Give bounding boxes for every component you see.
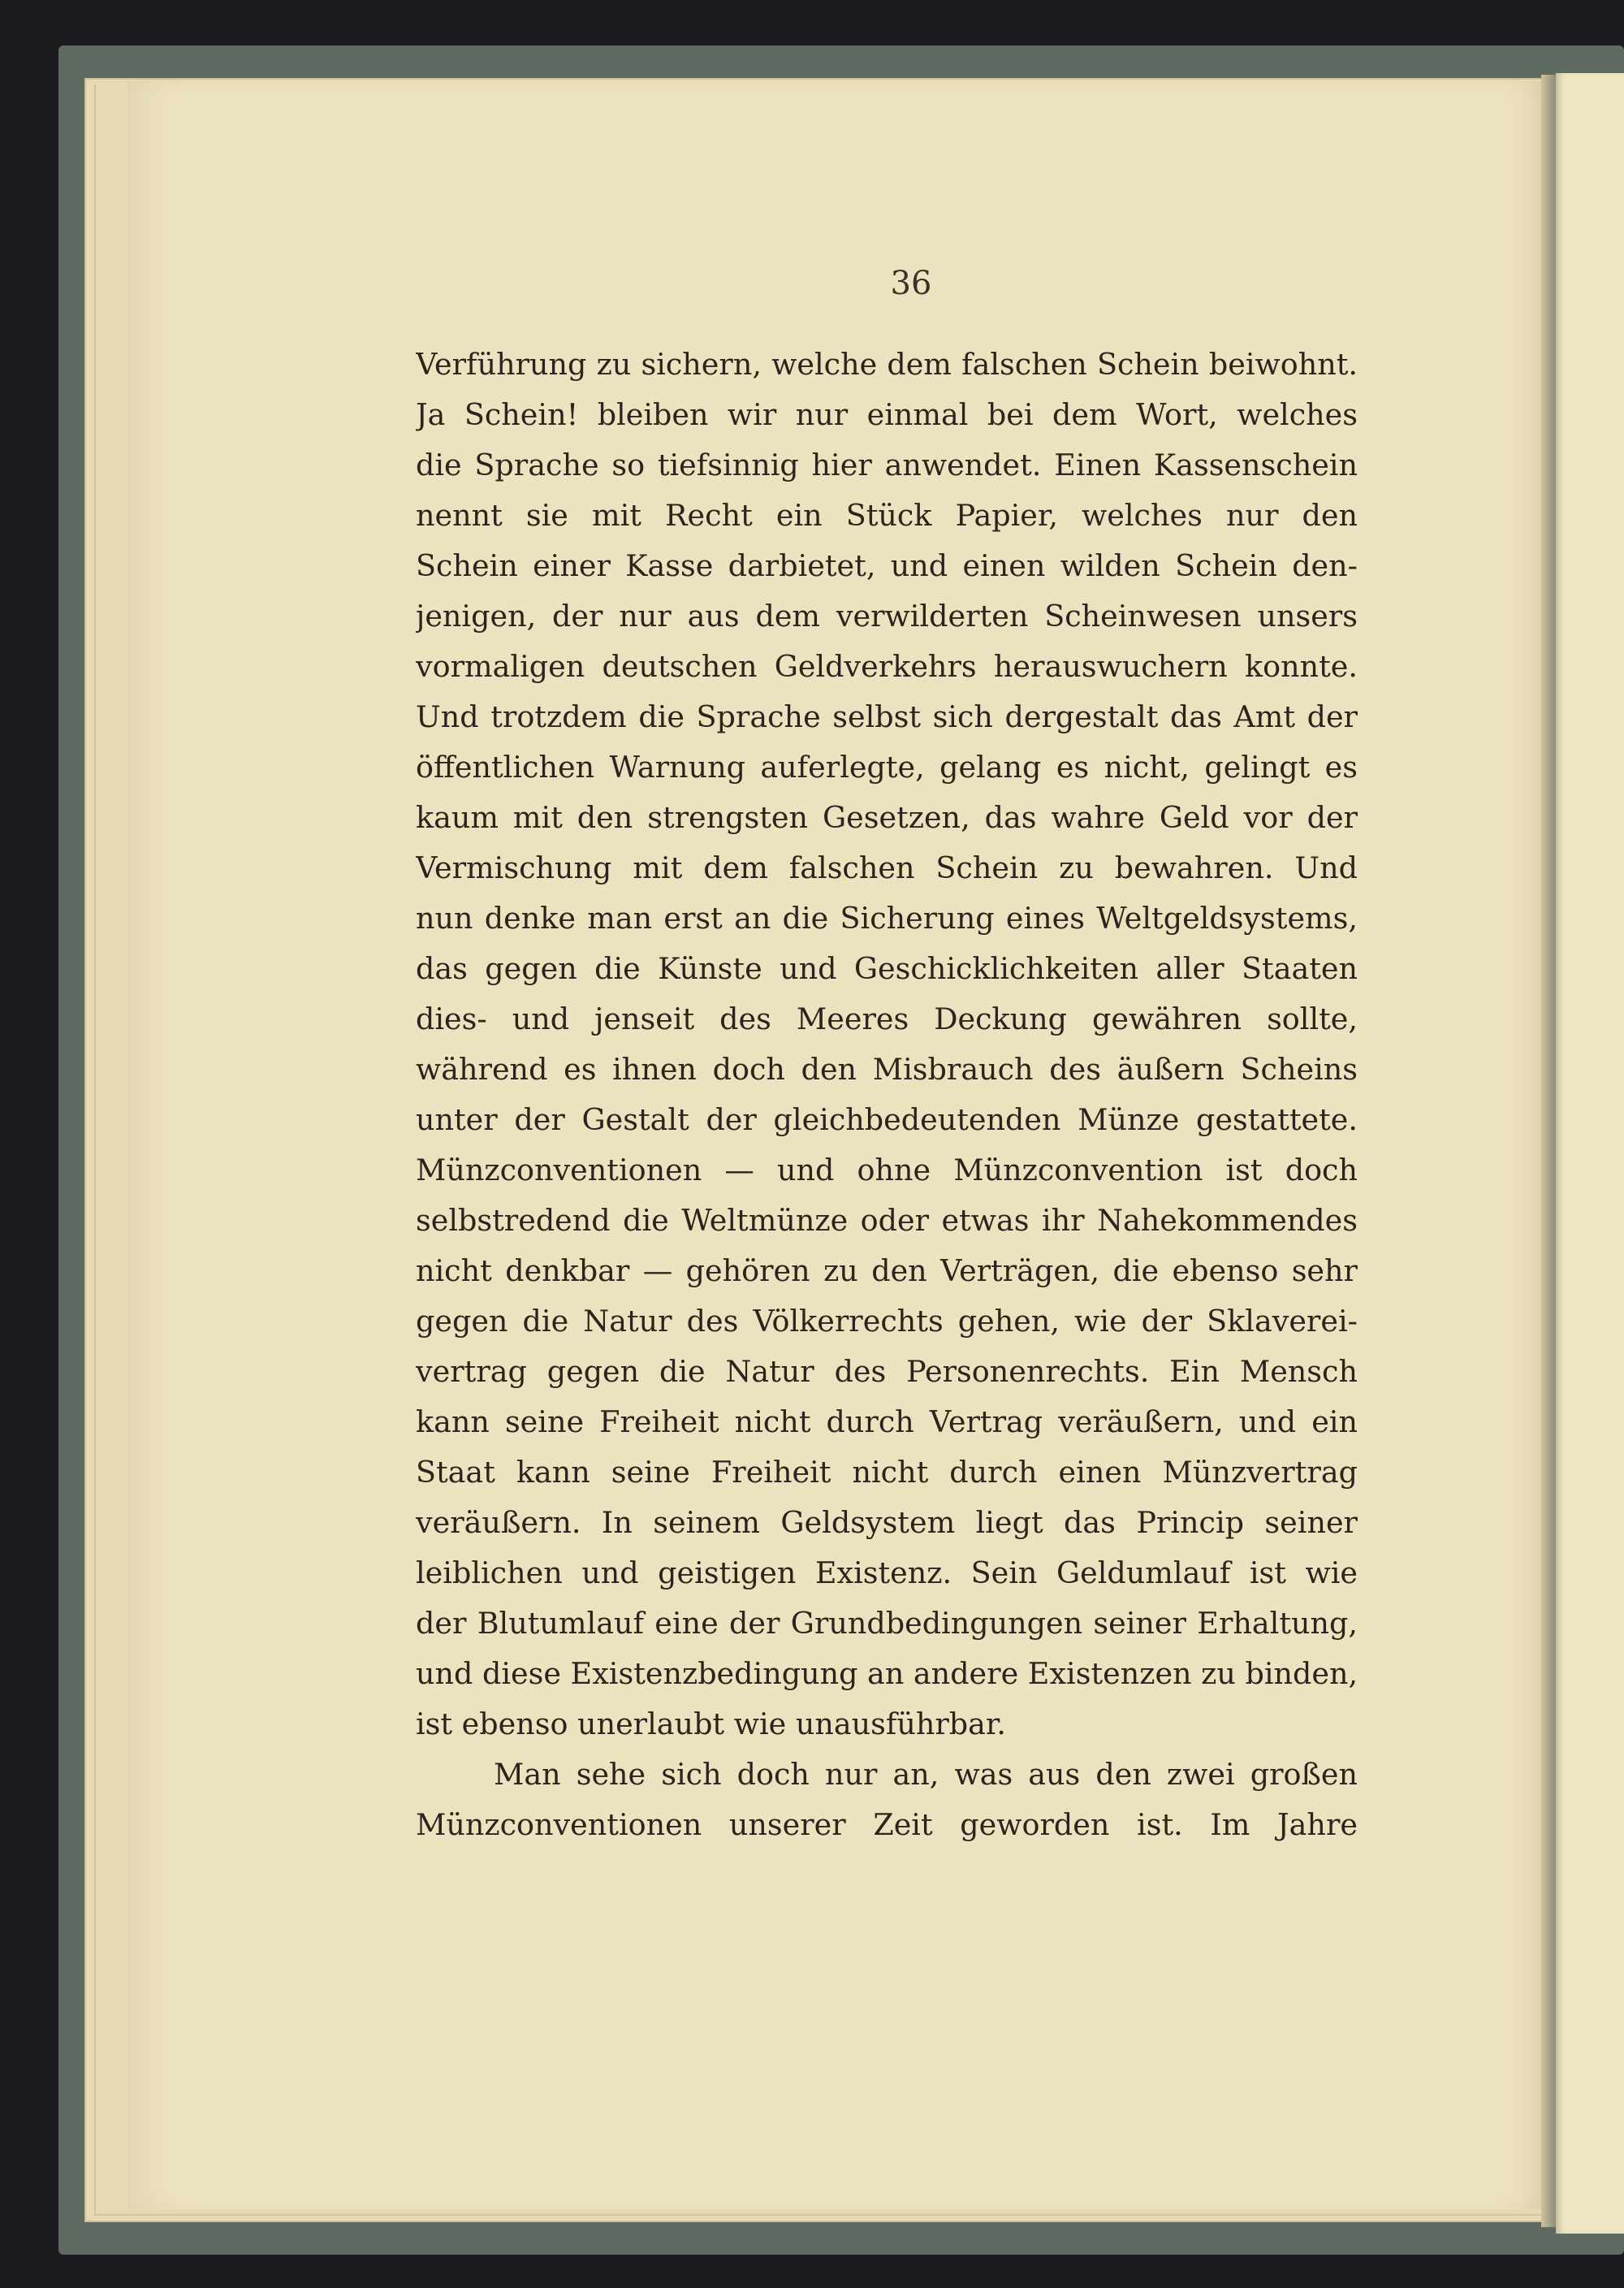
text-line: vertrag gegen die Natur des Personenrechts. Ein Mensch <box>416 1354 1358 1389</box>
text-line: Münzconventionen unserer Zeit geworden ist. Im Jahre <box>416 1807 1358 1842</box>
book-gutter <box>1541 75 1556 2227</box>
text-line: Vermischung mit dem falschen Schein zu bewahren. Und <box>416 850 1358 885</box>
text-line: Münzconventionen — und ohne Münzconvention ist doch <box>416 1153 1358 1187</box>
text-line: dies- und jenseit des Meeres Deckung gewähren sollte, <box>416 1001 1358 1036</box>
text-line: das gegen die Künste und Geschicklichkeiten aller Staaten <box>416 951 1358 986</box>
text-line: nennt sie mit Recht ein Stück Papier, welches nur den <box>416 498 1358 533</box>
text-line: Schein einer Kasse darbietet, und einen wilden Schein den- <box>416 548 1358 583</box>
text-line: der Blutumlauf eine der Grundbedingungen seiner Erhaltung, <box>416 1606 1358 1641</box>
text-line: Ja Schein! bleiben wir nur einmal bei dem Wort, welches <box>416 397 1358 432</box>
text-line-paragraph-start: Man sehe sich doch nur an, was aus den zwei großen <box>494 1757 1358 1792</box>
text-line: nun denke man erst an die Sicherung eines Weltgeldsystems, <box>416 901 1358 936</box>
text-line: Und trotzdem die Sprache selbst sich dergestalt das Amt der <box>416 699 1358 734</box>
page-number: 36 <box>890 265 932 302</box>
text-line: vormaligen deutschen Geldverkehrs herauswuchern konnte. <box>416 649 1358 684</box>
text-line: Verführung zu sichern, welche dem falschen Schein beiwohnt. <box>416 347 1358 382</box>
text-line: Staat kann seine Freiheit nicht durch einen Münzvertrag <box>416 1455 1358 1490</box>
text-line: gegen die Natur des Völkerrechts gehen, wie der Sklaverei- <box>416 1304 1358 1339</box>
text-line: kann seine Freiheit nicht durch Vertrag veräußern, und ein <box>416 1404 1358 1439</box>
text-line: öffentlichen Warnung auferlegte, gelang es nicht, gelingt es <box>416 750 1358 785</box>
text-line: selbstredend die Weltmünze oder etwas ihr Nahekommendes <box>416 1203 1358 1238</box>
body-text <box>416 340 1358 1850</box>
text-line: und diese Existenzbedingung an andere Existenzen zu binden, <box>416 1656 1358 1691</box>
facing-page-edge <box>1556 73 1624 2234</box>
text-line: nicht denkbar — gehören zu den Verträgen, die ebenso sehr <box>416 1253 1358 1288</box>
text-line: jenigen, der nur aus dem verwilderten Scheinwesen unsers <box>416 599 1358 634</box>
text-line: veräußern. In seinem Geldsystem liegt das Princip seiner <box>416 1505 1358 1540</box>
text-line-paragraph-end: ist ebenso unerlaubt wie unausführbar. <box>416 1706 1006 1741</box>
text-line: die Sprache so tiefsinnig hier anwendet. Einen Kassenschein <box>416 448 1358 482</box>
text-line: kaum mit den strengsten Gesetzen, das wahre Geld vor der <box>416 800 1358 835</box>
text-line: während es ihnen doch den Misbrauch des äußern Scheins <box>416 1052 1358 1087</box>
text-line: unter der Gestalt der gleichbedeutenden Münze gestattete. <box>416 1102 1358 1137</box>
text-line: leiblichen und geistigen Existenz. Sein Geldumlauf ist wie <box>416 1555 1358 1590</box>
